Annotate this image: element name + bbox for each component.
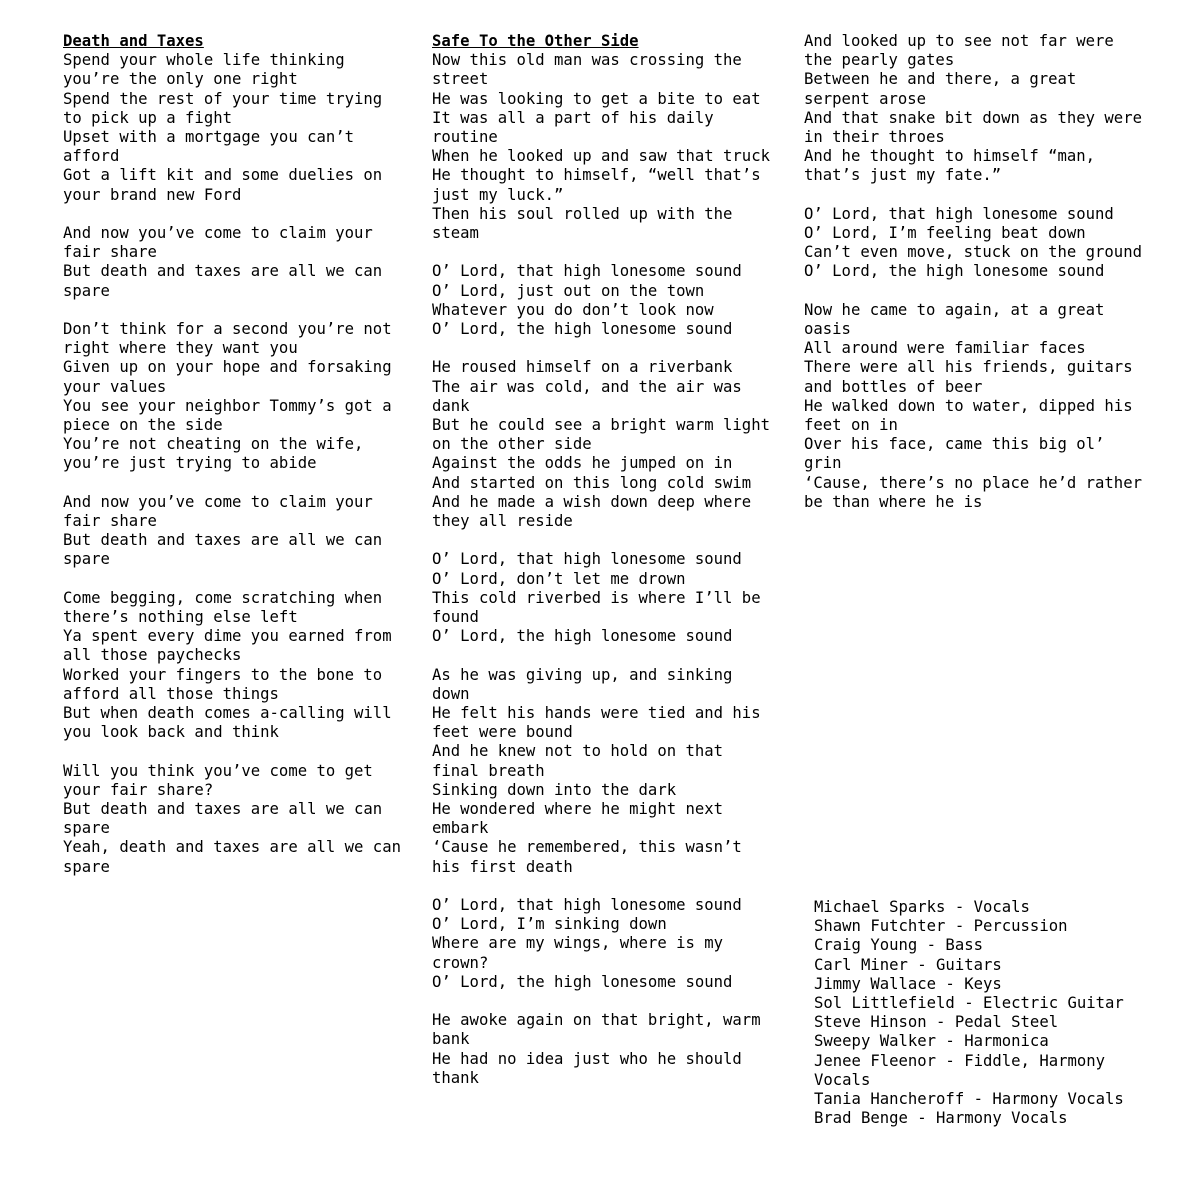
- stanza: [432, 51, 772, 243]
- chorus: [804, 205, 1144, 282]
- lyric-line: Between he and there, a great serpent arose: [804, 70, 1077, 108]
- stanza: [432, 666, 772, 877]
- lyric-line: Then his soul rolled up with the steam: [432, 204, 733, 243]
- chorus: [432, 550, 772, 646]
- lyric-line: O’ Lord, that high lonesome sound: [432, 262, 742, 281]
- lyrics-column-3: [804, 32, 1144, 531]
- lyric-line: O’ Lord, the high lonesome sound: [432, 320, 733, 339]
- lyric-line: He felt his hands were tied and his feet were bound: [432, 704, 761, 742]
- lyric-line: Spend your whole life thinking you’re the only one right: [63, 51, 345, 89]
- stanza: [804, 32, 1144, 186]
- lyric-line: Ya spent every dime you earned from all those paychecks: [63, 627, 392, 665]
- lyric-line: Against the odds he jumped on in: [432, 454, 733, 473]
- lyric-line: Where are my wings, where is my crown?: [432, 934, 724, 972]
- lyric-line: This cold riverbed is where I’ll be found: [432, 588, 761, 627]
- stanza: [432, 358, 772, 531]
- lyric-line: But when death comes a-calling will you look back and think: [63, 704, 392, 742]
- stanza: [63, 589, 403, 743]
- lyric-line: And started on this long cold swim: [432, 473, 752, 492]
- lyric-line: It was all a part of his daily routine: [432, 108, 714, 147]
- lyric-line: He wondered where he might next embark: [432, 800, 724, 838]
- lyric-line: But death and taxes are all we can spare: [63, 262, 383, 300]
- credit-line: Jenee Fleenor - Fiddle, Harmony Vocals: [814, 1051, 1106, 1089]
- lyrics-column-2: [432, 32, 772, 1107]
- lyric-line: And now you’ve come to claim your fair share: [63, 224, 373, 262]
- lyric-line: And looked up to see not far were the pearly gates: [804, 32, 1114, 70]
- chorus: [432, 262, 772, 339]
- lyric-line: Over his face, came this big ol’ grin: [804, 435, 1105, 473]
- lyric-line: He roused himself on a riverbank: [432, 358, 733, 377]
- lyric-line: Spend the rest of your time trying to pick up a fight: [63, 89, 383, 127]
- chorus: [63, 224, 403, 301]
- credit-line: Craig Young - Bass: [814, 936, 983, 955]
- credit-line: Sweepy Walker - Harmonica: [814, 1032, 1049, 1051]
- lyric-line: As he was giving up, and sinking down: [432, 665, 733, 703]
- lyric-line: Can’t even move, stuck on the ground: [804, 243, 1142, 262]
- lyric-line: O’ Lord, that high lonesome sound: [432, 896, 742, 915]
- lyric-line: ‘Cause he remembered, this wasn’t his first death: [432, 838, 742, 876]
- lyric-line: O’ Lord, the high lonesome sound: [432, 972, 733, 991]
- lyric-line: Got a lift kit and some duelies on your brand new Ford: [63, 166, 383, 204]
- lyric-line: Upset with a mortgage you can’t afford: [63, 128, 355, 166]
- lyric-line: He had no idea just who he should thank: [432, 1049, 742, 1087]
- lyric-line: The air was cold, and the air was dank: [432, 377, 742, 415]
- credit-line: Jimmy Wallace - Keys: [814, 974, 1002, 993]
- lyric-line: He was looking to get a bite to eat: [432, 89, 761, 108]
- stanza: [63, 51, 403, 205]
- lyric-line: O’ Lord, I’m feeling beat down: [804, 224, 1086, 243]
- lyric-line: And now you’ve come to claim your fair share: [63, 492, 373, 531]
- lyric-line: He walked down to water, dipped his feet on in: [804, 396, 1133, 435]
- stanza: [804, 301, 1144, 512]
- credit-line: Sol Littlefield - Electric Guitar: [814, 994, 1124, 1013]
- lyric-line: Come begging, come scratching when there’s nothing else left: [63, 588, 383, 627]
- lyric-line: And he thought to himself “man, that’s just my fate.”: [804, 147, 1096, 185]
- lyric-line: O’ Lord, just out on the town: [432, 281, 705, 300]
- lyric-line: All around were familiar faces: [804, 339, 1086, 358]
- credit-line: Shawn Futchter - Percussion: [814, 917, 1068, 936]
- stanza: [432, 1011, 772, 1088]
- lyric-line: Given up on your hope and forsaking your values: [63, 358, 392, 396]
- lyric-line: There were all his friends, guitars and bottles of beer: [804, 358, 1133, 396]
- lyric-line: He thought to himself, “well that’s just my luck.”: [432, 166, 761, 204]
- credit-line: Brad Benge - Harmony Vocals: [814, 1109, 1068, 1128]
- lyric-line: But death and taxes are all we can spare: [63, 800, 383, 838]
- credit-line: Steve Hinson - Pedal Steel: [814, 1013, 1059, 1032]
- lyric-line: Sinking down into the dark: [432, 780, 677, 799]
- lyric-line: You see your neighbor Tommy’s got a piece on the side: [63, 396, 392, 435]
- lyric-line: Yeah, death and taxes are all we can spare: [63, 838, 401, 876]
- song-title: Safe To the Other Side: [432, 32, 639, 50]
- lyric-line: O’ Lord, that high lonesome sound: [804, 204, 1114, 223]
- lyric-line: Now this old man was crossing the street: [432, 51, 742, 89]
- lyric-line: Will you think you’ve come to get your fair share?: [63, 761, 373, 799]
- chorus: [63, 762, 403, 877]
- song-title: Death and Taxes: [63, 32, 204, 50]
- lyric-line: Don’t think for a second you’re not right where they want you: [63, 320, 392, 358]
- lyric-line: But he could see a bright warm light on the other side: [432, 416, 770, 454]
- lyric-line: When he looked up and saw that truck: [432, 147, 770, 166]
- credit-line: Tania Hancheroff - Harmony Vocals: [814, 1090, 1124, 1109]
- lyric-line: Whatever you do don’t look now: [432, 300, 714, 319]
- lyric-line: And that snake bit down as they were in their throes: [804, 108, 1142, 147]
- lyrics-column-1: [63, 32, 403, 896]
- lyric-line: O’ Lord, don’t let me drown: [432, 569, 686, 588]
- lyric-line: And he knew not to hold on that final breath: [432, 742, 724, 780]
- chorus: [432, 896, 772, 992]
- lyric-line: ‘Cause, there’s no place he’d rather be than where he is: [804, 473, 1142, 511]
- chorus: [63, 493, 403, 570]
- band-credits: [814, 898, 1154, 1128]
- credit-line: Michael Sparks - Vocals: [814, 898, 1030, 916]
- lyric-line: And he made a wish down deep where they all reside: [432, 492, 752, 531]
- lyric-line: Worked your fingers to the bone to afford all those things: [63, 665, 383, 703]
- lyric-line: O’ Lord, the high lonesome sound: [804, 262, 1105, 281]
- lyric-line: Now he came to again, at a great oasis: [804, 300, 1105, 339]
- lyric-line: He awoke again on that bright, warm bank: [432, 1011, 761, 1049]
- lyric-line: O’ Lord, the high lonesome sound: [432, 627, 733, 646]
- stanza: [63, 320, 403, 474]
- lyric-line: O’ Lord, I’m sinking down: [432, 915, 667, 934]
- credit-line: Carl Miner - Guitars: [814, 955, 1002, 974]
- lyric-line: But death and taxes are all we can spare: [63, 531, 383, 569]
- lyric-line: O’ Lord, that high lonesome sound: [432, 550, 742, 569]
- lyric-line: You’re not cheating on the wife, you’re just trying to abide: [63, 435, 364, 473]
